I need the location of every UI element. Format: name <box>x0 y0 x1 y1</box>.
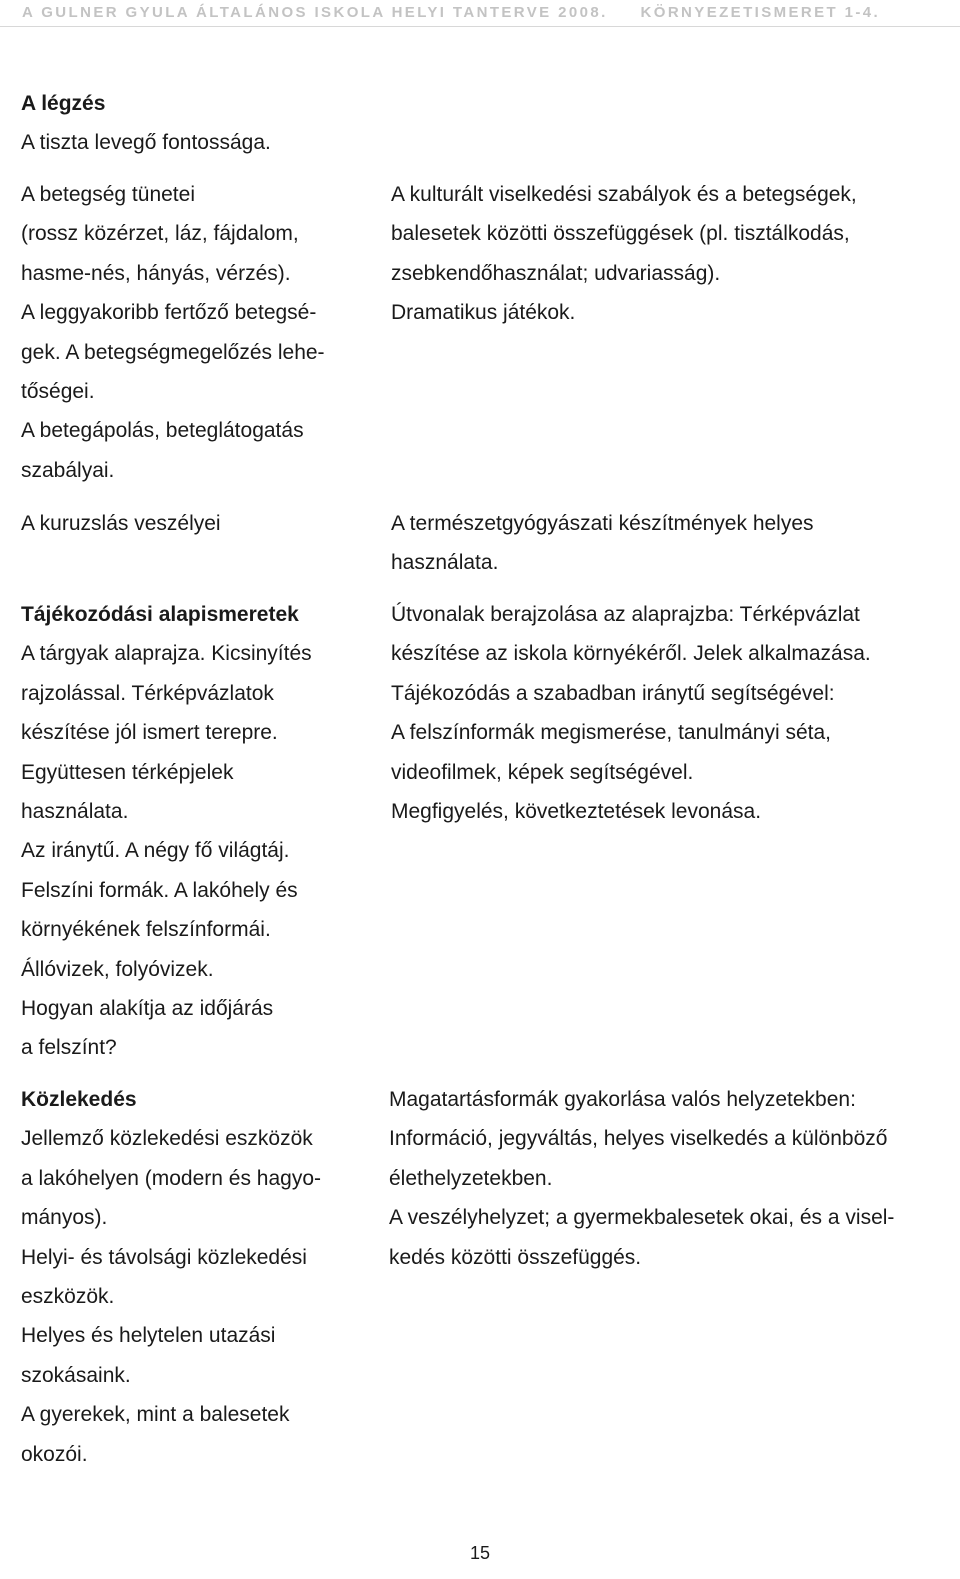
text-line: szabályai. <box>21 458 115 482</box>
section-right-illness <box>391 175 857 333</box>
text-line: Helyi- és távolsági közlekedési <box>21 1245 307 1269</box>
section-heading: Közlekedés <box>21 1088 137 1111</box>
text-line: Útvonalak berajzolása az alaprajzba: Térképvázlat <box>391 603 860 626</box>
text-line: Magatartásformák gyakorlása valós helyzetekben: <box>389 1088 856 1111</box>
header-text: A GULNER GYULA ÁLTALÁNOS ISKOLA HELYI TANTERVE 2008. KÖRNYEZETISMERET 1-4. <box>22 4 881 21</box>
text-line: A tiszta levegő fontossága. <box>21 131 271 155</box>
text-line: Jellemző közlekedési eszközök <box>21 1127 313 1151</box>
text-line: Együttesen térképjelek <box>21 760 234 784</box>
section-left-orientation <box>21 595 312 1068</box>
text-line: hasme-nés, hányás, vérzés). <box>21 261 291 285</box>
text-line: környékének felszínformái. <box>21 918 271 942</box>
text-line: tőségei. <box>21 380 95 404</box>
section-left-transport <box>21 1080 321 1474</box>
text-line: A betegség tünetei <box>21 183 195 206</box>
text-line: készítése az iskola környékéről. Jelek alkalmazása. <box>391 642 871 666</box>
text-line: A természetgyógyászati készítmények helyes <box>391 512 814 535</box>
text-line: élethelyzetekben. <box>389 1166 553 1190</box>
text-line: (rossz közérzet, láz, fájdalom, <box>21 222 299 246</box>
text-line: balesetek közötti összefüggések (pl. tisztálkodás, <box>391 222 850 246</box>
text-line: videofilmek, képek segítségével. <box>391 760 694 784</box>
section-left-illness <box>21 175 325 490</box>
text-line: Dramatikus játékok. <box>391 301 576 325</box>
section-heading: A légzés <box>21 92 106 115</box>
text-line: A betegápolás, beteglátogatás <box>21 419 304 443</box>
text-line: zsebkendőhasználat; udvariasság). <box>391 261 721 285</box>
text-line: szokásaink. <box>21 1363 131 1387</box>
text-line: okozói. <box>21 1442 88 1466</box>
text-line: rajzolással. Térképvázlatok <box>21 681 274 705</box>
text-line: A leggyakoribb fertőző betegsé- <box>21 301 317 325</box>
text-line: mányos). <box>21 1206 108 1230</box>
section-right-quackery <box>391 504 814 583</box>
section-heading: Tájékozódási alapismeretek <box>21 603 299 626</box>
running-header <box>0 0 960 27</box>
text-line: Hogyan alakítja az időjárás <box>21 997 274 1021</box>
text-line: kedés közötti összefüggés. <box>389 1245 642 1269</box>
text-line: Az iránytű. A négy fő világtáj. <box>21 839 290 863</box>
section-right-transport <box>389 1080 894 1277</box>
text-line: Állóvizek, folyóvizek. <box>21 957 214 981</box>
text-line: Tájékozódás a szabadban iránytű segítségével: <box>391 681 835 705</box>
text-line: A veszélyhelyzet; a gyermekbalesetek okai, és a visel- <box>389 1206 895 1230</box>
text-line: A gyerekek, mint a balesetek <box>21 1403 290 1427</box>
section-right-orientation <box>391 595 871 831</box>
text-line: használata. <box>391 551 499 575</box>
text-line: eszközök. <box>21 1285 115 1309</box>
text-line: használata. <box>21 800 129 824</box>
text-line: a lakóhelyen (modern és hagyo- <box>21 1166 322 1190</box>
text-line: A kuruzslás veszélyei <box>21 512 221 535</box>
text-line: készítése jól ismert terepre. <box>21 721 278 745</box>
section-left-quackery <box>21 504 221 543</box>
text-line: A felszínformák megismerése, tanulmányi séta, <box>391 721 832 745</box>
text-line: gek. A betegségmegelőzés lehe- <box>21 340 325 364</box>
text-line: a felszínt? <box>21 1036 117 1060</box>
text-line: Információ, jegyváltás, helyes viselkedés a különböző <box>389 1127 888 1151</box>
text-line: Felszíni formák. A lakóhely és <box>21 878 298 902</box>
section-left-breathing <box>21 84 271 163</box>
text-line: Helyes és helytelen utazási <box>21 1324 276 1348</box>
page-number: 15 <box>469 1543 491 1563</box>
text-line: A tárgyak alaprajza. Kicsinyítés <box>21 642 312 666</box>
text-line: A kulturált viselkedési szabályok és a betegségek, <box>391 183 857 206</box>
text-line: Megfigyelés, következtetések levonása. <box>391 800 762 824</box>
